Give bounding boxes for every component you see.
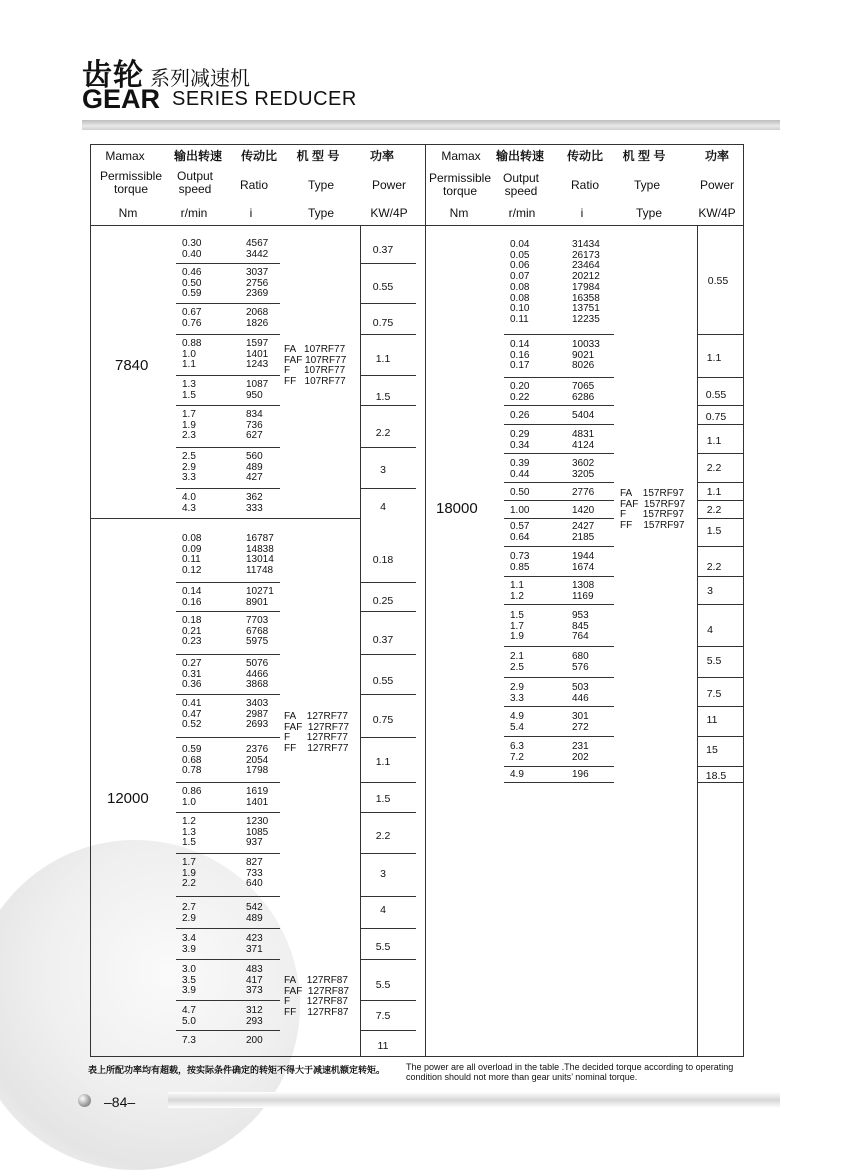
row-rule bbox=[176, 405, 280, 406]
row-rule bbox=[176, 488, 280, 489]
speed-cell: 0.50 bbox=[510, 487, 530, 498]
speed-cell: 0.14 0.16 bbox=[182, 586, 202, 608]
ratio-cell: 2068 1826 bbox=[246, 307, 269, 329]
row-rule bbox=[176, 812, 280, 813]
row-rule bbox=[360, 737, 416, 738]
power-cell: 1.5 bbox=[706, 525, 722, 537]
row-rule bbox=[360, 263, 416, 264]
row-rule bbox=[697, 576, 743, 577]
speed-cell: 0.04 0.05 0.06 0.07 0.08 0.08 0.10 0.11 bbox=[510, 239, 530, 325]
ratio-cell: 1619 1401 bbox=[246, 786, 269, 808]
row-rule bbox=[360, 611, 416, 612]
hdr-ratio-cn: 传动比 bbox=[240, 149, 277, 163]
speed-cell: 2.7 2.9 bbox=[182, 902, 196, 924]
hdr-speed-cn-r: 输出转速 bbox=[495, 149, 544, 163]
ratio-cell: 560 489 427 bbox=[246, 451, 263, 484]
power-cell: 0.37 bbox=[372, 244, 394, 256]
row-rule bbox=[360, 853, 416, 854]
row-rule bbox=[504, 604, 614, 605]
speed-cell: 3.0 3.5 3.9 bbox=[182, 964, 196, 997]
hdr-torque-en: Permissible torque bbox=[99, 169, 162, 196]
type-block-12000-rf77: FA 127RF77 FAF 127RF77 F 127RF77 FF 127RF77 bbox=[284, 711, 350, 755]
ratio-cell: 4831 4124 bbox=[572, 429, 595, 451]
ratio-cell: 362 333 bbox=[246, 492, 263, 514]
power-cell: 2.2 bbox=[706, 462, 722, 474]
row-rule bbox=[697, 377, 743, 378]
power-cell: 0.75 bbox=[705, 411, 727, 423]
ratio-cell: 312 293 bbox=[246, 1005, 263, 1027]
row-rule bbox=[504, 405, 614, 406]
speed-cell: 0.26 bbox=[510, 410, 530, 421]
left-power-col-line bbox=[360, 225, 361, 1057]
row-rule bbox=[176, 737, 280, 738]
power-cell: 1.1 bbox=[706, 352, 722, 364]
speed-cell: 0.29 0.34 bbox=[510, 429, 530, 451]
row-rule bbox=[360, 447, 416, 448]
speed-cell: 4.0 4.3 bbox=[182, 492, 196, 514]
hdr-speed-cn: 输出转速 bbox=[173, 149, 222, 163]
row-rule bbox=[504, 482, 614, 483]
row-rule bbox=[176, 959, 280, 960]
ratio-cell: 503 446 bbox=[572, 682, 589, 704]
ratio-cell: 2776 bbox=[572, 487, 595, 498]
power-cell: 1.5 bbox=[375, 391, 391, 403]
ratio-cell: 16787 14838 13014 11748 bbox=[246, 533, 274, 577]
row-rule bbox=[360, 654, 416, 655]
row-rule bbox=[697, 604, 743, 605]
ratio-cell: 7703 6768 5975 bbox=[246, 615, 269, 648]
hdr-torque-cn-r: Mamax bbox=[441, 149, 481, 163]
ratio-cell: 5404 bbox=[572, 410, 595, 421]
ratio-cell: 7065 6286 bbox=[572, 381, 595, 403]
row-rule bbox=[697, 736, 743, 737]
type-block-12000-rf87: FA 127RF87 FAF 127RF87 F 127RF87 FF 127RF87 bbox=[284, 975, 350, 1019]
ratio-cell: 3602 3205 bbox=[572, 458, 595, 480]
power-cell: 3 bbox=[380, 464, 386, 476]
right-power-col-line bbox=[697, 225, 698, 1057]
speed-cell: 0.27 0.31 0.36 bbox=[182, 658, 202, 691]
speed-cell: 0.18 0.21 0.23 bbox=[182, 615, 202, 648]
power-cell: 3 bbox=[380, 868, 386, 880]
speed-cell: 2.5 2.9 3.3 bbox=[182, 451, 196, 484]
ratio-cell: 3037 2756 2369 bbox=[246, 267, 269, 300]
row-rule bbox=[176, 928, 280, 929]
power-cell: 0.75 bbox=[372, 317, 394, 329]
row-rule bbox=[176, 896, 280, 897]
power-cell: 4 bbox=[380, 501, 386, 513]
speed-cell: 0.41 0.47 0.52 bbox=[182, 698, 202, 731]
power-cell: 0.25 bbox=[372, 595, 394, 607]
ratio-cell: 542 489 bbox=[246, 902, 263, 924]
row-rule bbox=[697, 500, 743, 501]
ratio-cell: 1420 bbox=[572, 505, 595, 516]
title-cn-sub: 系列减速机 bbox=[150, 68, 250, 90]
row-rule bbox=[176, 375, 280, 376]
row-rule bbox=[697, 334, 743, 335]
power-cell: 0.55 bbox=[705, 389, 727, 401]
power-cell: 1.1 bbox=[375, 353, 391, 365]
footnote-cn: 表上所配功率均有超载，按实际条件确定的转矩不得大于减速机额定转矩。 bbox=[88, 1065, 386, 1075]
title-cn: 齿轮 bbox=[82, 59, 144, 92]
speed-cell: 0.08 0.09 0.11 0.12 bbox=[182, 533, 202, 577]
power-cell: 0.18 bbox=[372, 554, 394, 566]
row-rule bbox=[360, 1000, 416, 1001]
row-rule bbox=[176, 1000, 280, 1001]
speed-cell: 1.7 1.9 2.3 bbox=[182, 409, 196, 442]
hdr-speed-en: Output speed bbox=[176, 169, 214, 196]
power-cell: 11 bbox=[706, 714, 718, 726]
row-rule bbox=[176, 334, 280, 335]
power-cell: 1.5 bbox=[375, 793, 391, 805]
speed-cell: 0.67 0.76 bbox=[182, 307, 202, 329]
ratio-cell: 2376 2054 1798 bbox=[246, 744, 269, 777]
row-rule bbox=[697, 646, 743, 647]
row-rule bbox=[697, 482, 743, 483]
speed-cell: 1.7 1.9 2.2 bbox=[182, 857, 196, 890]
row-rule bbox=[176, 654, 280, 655]
power-cell: 4 bbox=[707, 624, 713, 636]
speed-cell: 6.3 7.2 bbox=[510, 741, 524, 763]
power-cell: 5.5 bbox=[375, 941, 391, 953]
row-rule bbox=[176, 582, 280, 583]
hdr-speed-unit: r/min bbox=[180, 206, 208, 220]
row-rule bbox=[504, 453, 614, 454]
ratio-cell: 1087 950 bbox=[246, 379, 269, 401]
ratio-cell: 2427 2185 bbox=[572, 521, 595, 543]
row-rule bbox=[360, 928, 416, 929]
hdr-type-cn-r: 机 型 号 bbox=[622, 149, 666, 163]
power-cell: 2.2 bbox=[706, 504, 722, 516]
row-rule bbox=[504, 576, 614, 577]
ratio-cell: 483 417 373 bbox=[246, 964, 263, 997]
row-rule bbox=[504, 518, 614, 519]
row-rule bbox=[697, 766, 743, 767]
hdr-power-unit-r: KW/4P bbox=[698, 206, 736, 220]
speed-cell: 1.3 1.5 bbox=[182, 379, 196, 401]
torque-18000: 18000 bbox=[436, 500, 478, 517]
ratio-cell: 680 576 bbox=[572, 651, 589, 673]
speed-cell: 0.46 0.50 0.59 bbox=[182, 267, 202, 300]
hdr-type-en: Type bbox=[307, 178, 334, 192]
left-group-divider bbox=[90, 518, 360, 519]
row-rule bbox=[176, 447, 280, 448]
power-cell: 7.5 bbox=[375, 1010, 391, 1022]
hdr-torque-cn: Mamax bbox=[105, 149, 145, 163]
speed-cell: 1.1 1.2 bbox=[510, 580, 524, 602]
power-cell: 0.55 bbox=[372, 281, 394, 293]
ratio-cell: 3403 2987 2693 bbox=[246, 698, 269, 731]
hdr-type-unit-r: Type bbox=[635, 206, 662, 220]
speed-cell: 0.86 1.0 bbox=[182, 786, 202, 808]
ratio-cell: 231 202 bbox=[572, 741, 589, 763]
row-rule bbox=[504, 736, 614, 737]
row-rule bbox=[504, 546, 614, 547]
power-cell: 0.37 bbox=[372, 634, 394, 646]
row-rule bbox=[176, 782, 280, 783]
speed-cell: 0.57 0.64 bbox=[510, 521, 530, 543]
row-rule bbox=[697, 706, 743, 707]
speed-cell: 1.00 bbox=[510, 505, 530, 516]
ratio-cell: 4567 3442 bbox=[246, 238, 269, 260]
row-rule bbox=[697, 424, 743, 425]
row-rule bbox=[176, 853, 280, 854]
row-rule bbox=[176, 694, 280, 695]
hdr-torque-unit: Nm bbox=[118, 206, 138, 220]
hdr-power-cn-r: 功率 bbox=[704, 149, 729, 163]
row-rule bbox=[504, 677, 614, 678]
hdr-power-en: Power bbox=[371, 178, 406, 192]
hdr-ratio-cn-r: 传动比 bbox=[566, 149, 603, 163]
hdr-speed-unit-r: r/min bbox=[508, 206, 536, 220]
power-cell: 2.2 bbox=[375, 830, 391, 842]
power-cell: 0.75 bbox=[372, 714, 394, 726]
row-rule bbox=[360, 896, 416, 897]
row-rule bbox=[504, 377, 614, 378]
row-rule bbox=[504, 334, 614, 335]
power-cell: 11 bbox=[377, 1040, 389, 1052]
row-rule bbox=[697, 453, 743, 454]
hdr-type-unit: Type bbox=[307, 206, 334, 220]
row-rule bbox=[697, 677, 743, 678]
speed-cell: 2.1 2.5 bbox=[510, 651, 524, 673]
power-cell: 0.55 bbox=[372, 675, 394, 687]
footnote-en: The power are all overload in the table .The decided torque according to operating condition should not more than gear units’ nominal torque. bbox=[406, 1062, 734, 1082]
row-rule bbox=[360, 488, 416, 489]
ratio-cell: 1944 1674 bbox=[572, 551, 595, 573]
page-number: –84– bbox=[104, 1094, 136, 1110]
ratio-cell: 1597 1401 1243 bbox=[246, 338, 269, 371]
row-rule bbox=[504, 424, 614, 425]
footer-bar bbox=[168, 1092, 780, 1108]
power-cell: 15 bbox=[706, 744, 718, 756]
row-rule bbox=[697, 782, 743, 783]
page-marker-dot bbox=[78, 1094, 91, 1107]
row-rule bbox=[360, 582, 416, 583]
title-en: GEAR bbox=[82, 84, 161, 114]
speed-cell: 7.3 bbox=[182, 1035, 196, 1046]
row-rule bbox=[504, 500, 614, 501]
power-cell: 7.5 bbox=[706, 688, 722, 700]
speed-cell: 1.5 1.7 1.9 bbox=[510, 610, 524, 643]
speed-cell: 3.4 3.9 bbox=[182, 933, 196, 955]
power-cell: 0.55 bbox=[707, 275, 729, 287]
row-rule bbox=[176, 303, 280, 304]
hdr-ratio-unit-r: i bbox=[580, 206, 584, 220]
type-block-7840: FA 107RF77 FAF 107RF77 F 107RF77 FF 107RF77 bbox=[284, 344, 347, 388]
row-rule bbox=[176, 1030, 280, 1031]
speed-cell: 0.39 0.44 bbox=[510, 458, 530, 480]
header-bar bbox=[82, 120, 780, 130]
hdr-ratio-en: Ratio bbox=[239, 178, 268, 192]
ratio-cell: 953 845 764 bbox=[572, 610, 589, 643]
hdr-torque-unit-r: Nm bbox=[449, 206, 469, 220]
row-rule bbox=[360, 812, 416, 813]
hdr-power-cn: 功率 bbox=[369, 149, 394, 163]
speed-cell: 0.14 0.16 0.17 bbox=[510, 339, 530, 372]
row-rule bbox=[697, 518, 743, 519]
ratio-cell: 1308 1169 bbox=[572, 580, 595, 602]
power-cell: 1.1 bbox=[706, 486, 722, 498]
speed-cell: 0.30 0.40 bbox=[182, 238, 202, 260]
row-rule bbox=[360, 782, 416, 783]
ratio-cell: 5076 4466 3868 bbox=[246, 658, 269, 691]
speed-cell: 0.73 0.85 bbox=[510, 551, 530, 573]
hdr-power-en-r: Power bbox=[699, 178, 734, 192]
ratio-cell: 31434 26173 23464 20212 17984 16358 13751 12235 bbox=[572, 239, 600, 325]
row-rule bbox=[360, 334, 416, 335]
speed-cell: 0.20 0.22 bbox=[510, 381, 530, 403]
speed-cell: 2.9 3.3 bbox=[510, 682, 524, 704]
torque-12000: 12000 bbox=[107, 790, 149, 807]
hdr-type-en-r: Type bbox=[633, 178, 660, 192]
speed-cell: 4.9 bbox=[510, 769, 524, 780]
ratio-cell: 423 371 bbox=[246, 933, 263, 955]
speed-cell: 1.2 1.3 1.5 bbox=[182, 816, 196, 849]
row-rule bbox=[697, 546, 743, 547]
ratio-cell: 196 bbox=[572, 769, 589, 780]
ratio-cell: 1230 1085 937 bbox=[246, 816, 269, 849]
ratio-cell: 10271 8901 bbox=[246, 586, 274, 608]
power-cell: 1.1 bbox=[375, 756, 391, 768]
ratio-cell: 200 bbox=[246, 1035, 263, 1046]
power-cell: 2.2 bbox=[375, 427, 391, 439]
hdr-ratio-unit: i bbox=[249, 206, 253, 220]
row-rule bbox=[697, 405, 743, 406]
type-block-18000: FA 157RF97 FAF 157RF97 F 157RF97 FF 157RF97 bbox=[620, 488, 686, 532]
row-rule bbox=[360, 405, 416, 406]
row-rule bbox=[176, 611, 280, 612]
ratio-cell: 10033 9021 8026 bbox=[572, 339, 600, 372]
power-cell: 5.5 bbox=[375, 979, 391, 991]
power-cell: 3 bbox=[707, 585, 713, 597]
row-rule bbox=[360, 375, 416, 376]
row-rule bbox=[504, 766, 614, 767]
row-rule bbox=[360, 959, 416, 960]
hdr-torque-en-r: Permissible torque bbox=[428, 171, 491, 198]
power-cell: 18.5 bbox=[705, 770, 727, 782]
hdr-speed-en-r: Output speed bbox=[502, 171, 540, 198]
power-cell: 5.5 bbox=[706, 655, 722, 667]
row-rule bbox=[360, 303, 416, 304]
row-rule bbox=[504, 706, 614, 707]
row-rule bbox=[504, 646, 614, 647]
row-rule bbox=[360, 694, 416, 695]
power-cell: 1.1 bbox=[706, 435, 722, 447]
speed-cell: 4.9 5.4 bbox=[510, 711, 524, 733]
table-center-divider bbox=[425, 144, 426, 1057]
row-rule bbox=[504, 782, 614, 783]
hdr-power-unit: KW/4P bbox=[370, 206, 408, 220]
speed-cell: 0.88 1.0 1.1 bbox=[182, 338, 202, 371]
torque-7840: 7840 bbox=[115, 357, 149, 374]
ratio-cell: 827 733 640 bbox=[246, 857, 263, 890]
speed-cell: 4.7 5.0 bbox=[182, 1005, 196, 1027]
row-rule bbox=[176, 263, 280, 264]
hdr-ratio-en-r: Ratio bbox=[570, 178, 599, 192]
header-divider bbox=[90, 225, 744, 226]
power-cell: 4 bbox=[380, 904, 386, 916]
speed-cell: 0.59 0.68 0.78 bbox=[182, 744, 202, 777]
row-rule bbox=[360, 1030, 416, 1031]
ratio-cell: 834 736 627 bbox=[246, 409, 263, 442]
ratio-cell: 301 272 bbox=[572, 711, 589, 733]
power-cell: 2.2 bbox=[706, 561, 722, 573]
title-en-sub: SERIES REDUCER bbox=[172, 88, 357, 110]
hdr-type-cn: 机 型 号 bbox=[296, 149, 340, 163]
